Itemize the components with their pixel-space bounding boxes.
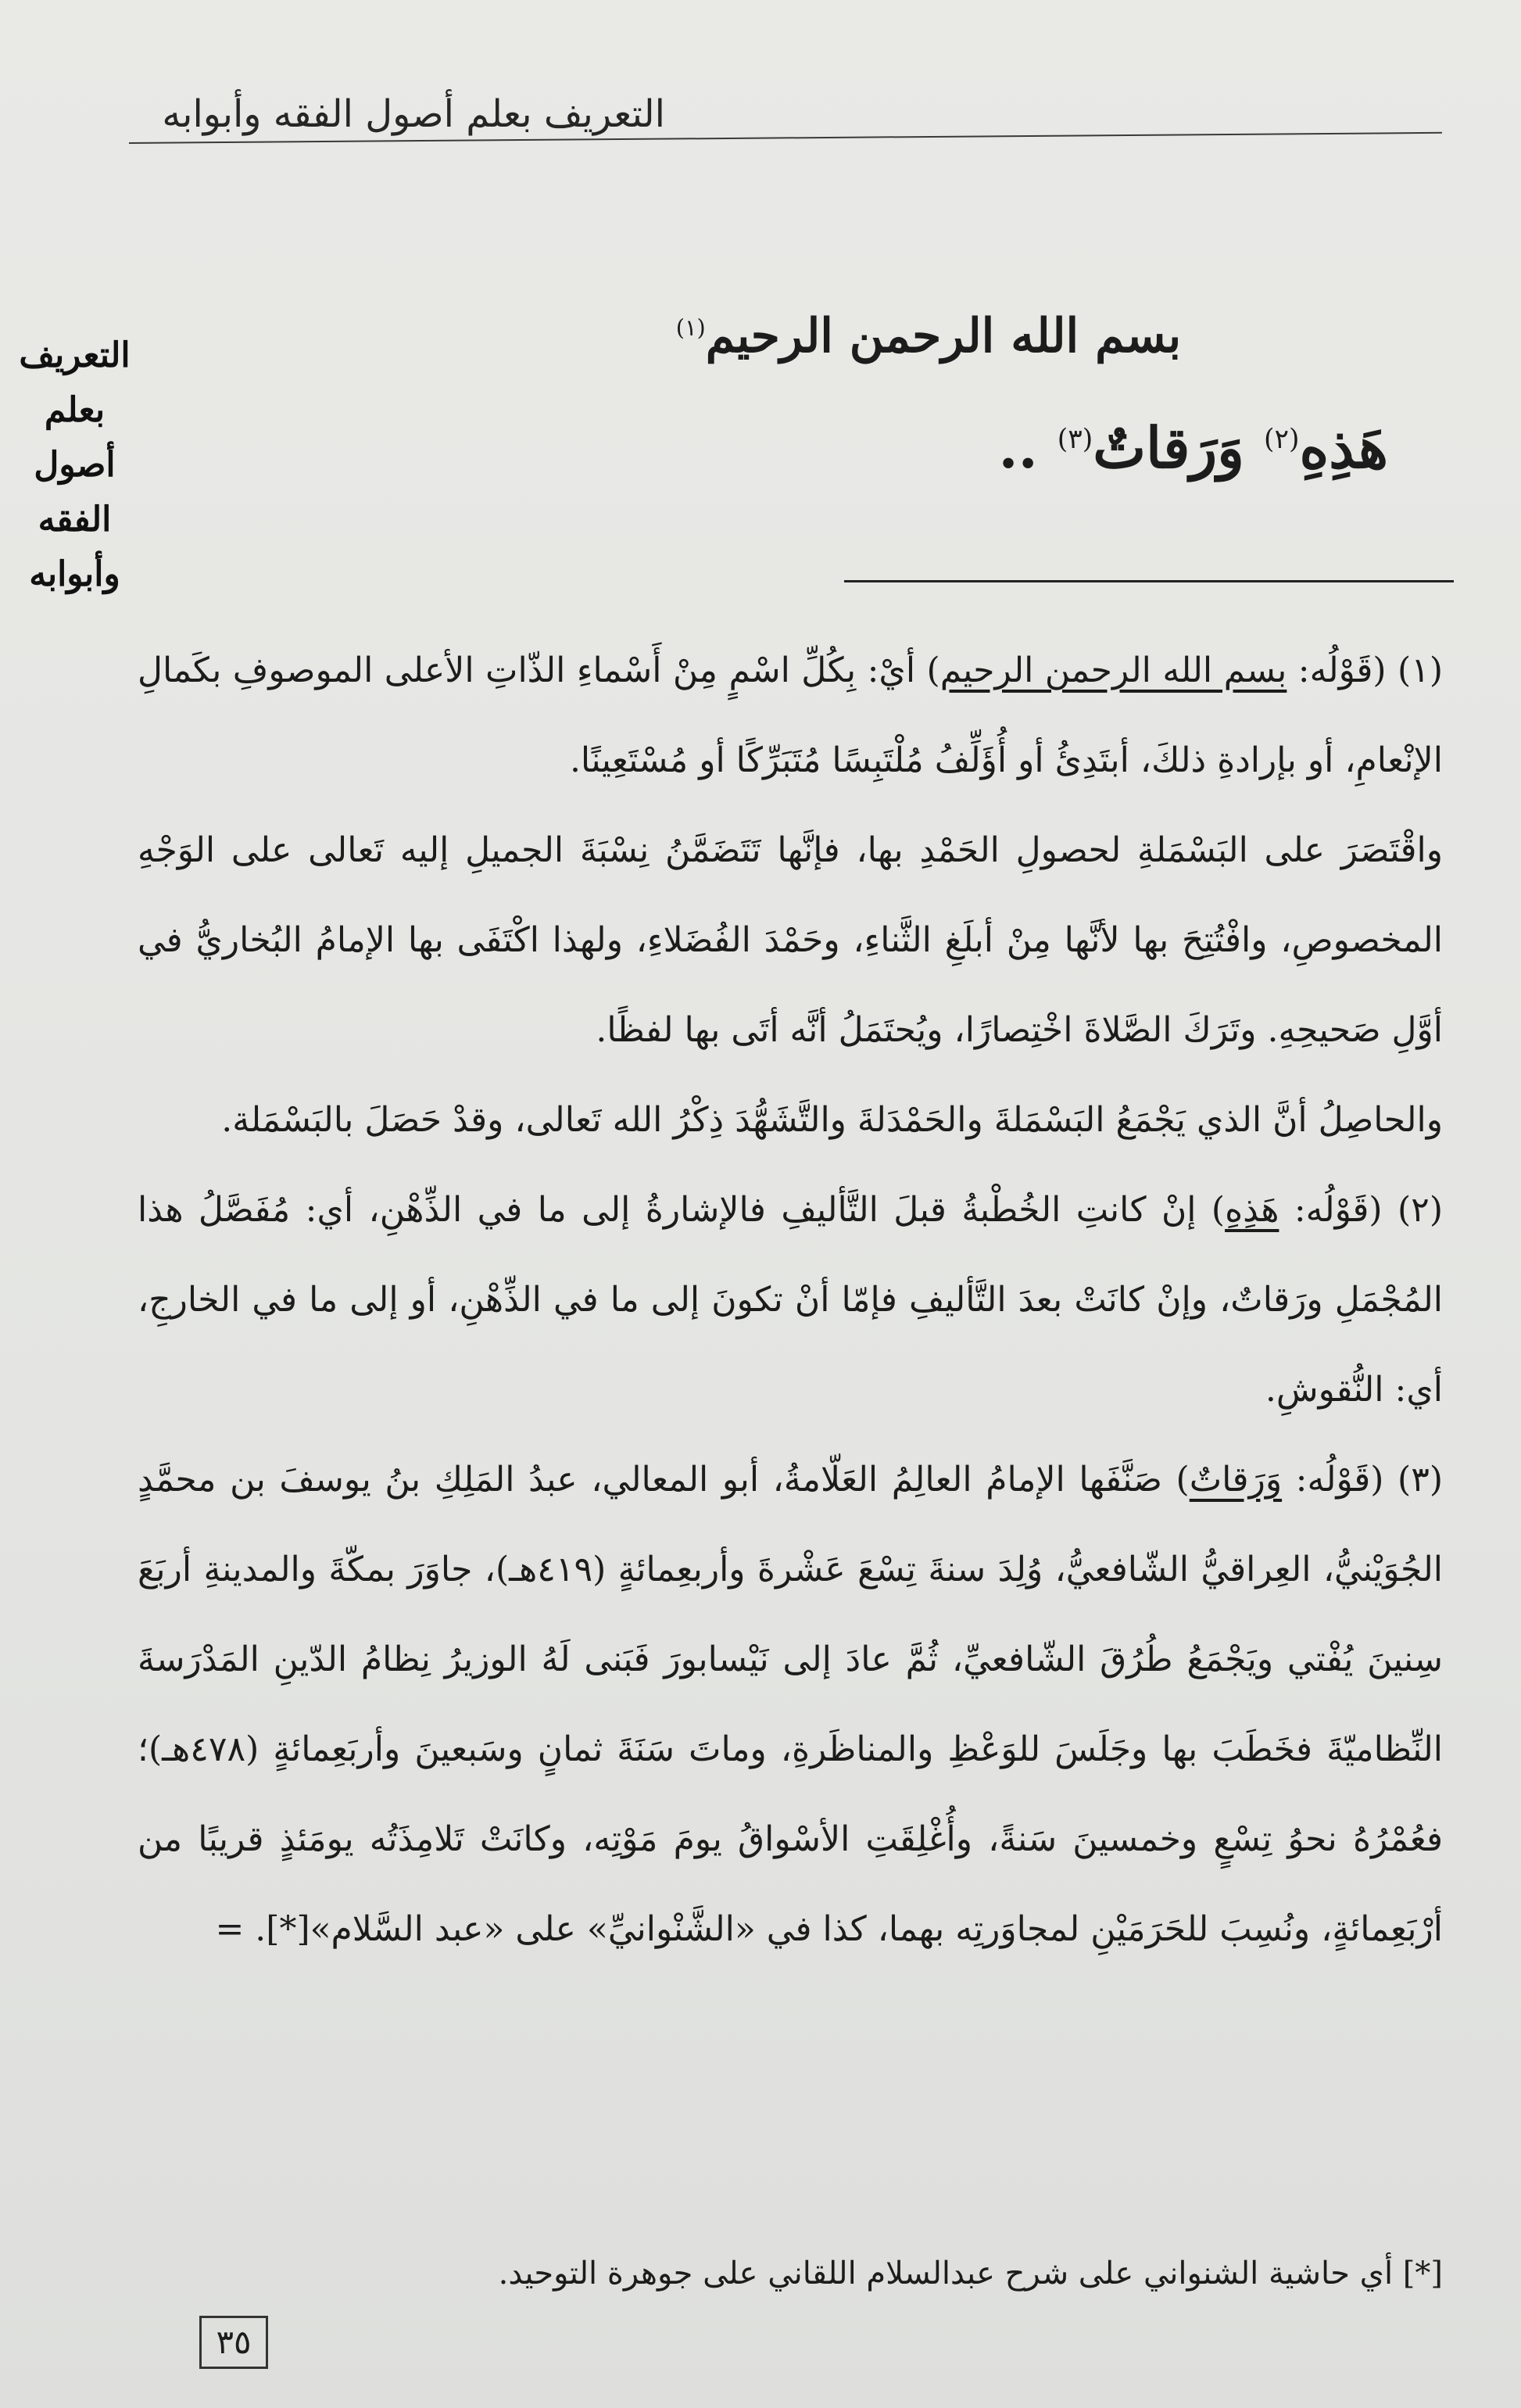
footnote-body: ) صَنَّفَها الإمامُ العالِمُ العَلّامةُ، أبو المعالي، عبدُ المَلِكِ بنُ يوسفَ بن محمَّدٍ الجُوَيْنيُّ، العِراقيُّ الشّافعيُّ، وُلِدَ سنةَ تِسْعَ عَشْرةَ وأربعِمائةٍ (٤١٩هـ)، جاوَرَ بمكّةَ والمدينةِ أربَعَ سِنينَ يُفْتي ويَجْمَعُ طُرُقَ الشّافعيِّ، ثُمَّ عادَ إلى نَيْسابورَ فَبَنى لَهُ الوزيرُ نِظامُ الدّينِ المَدْرَسةَ النِّظاميّةَ فخَطَبَ بها وجَلَسَ للوَعْظِ والمناظَرةِ، وماتَ سَنَةَ ثمانٍ وسَبعينَ وأربَعِمائةٍ (٤٧٨هـ)؛ فعُمْرُهُ نحوُ تِسْعٍ وخمسينَ سَنةً، وأُغْلِقَتِ الأسْواقُ يومَ مَوْتِه، وكانَتْ تَلامِذَتُه يومَئذٍ قريبًا من أرْبَعِمائةٍ، ونُسِبَ للحَرَمَيْنِ لمجاوَرتِه بهما، كذا في «الشَّنْوانيِّ» على «عبد السَّلام» bbox=[138, 1460, 1443, 1949]
page-number: ٣٥ bbox=[199, 2316, 268, 2369]
basmala-text: بسم الله الرحمن الرحيم bbox=[705, 309, 1182, 364]
verse-ellipsis: .. bbox=[998, 414, 1058, 481]
footnote-tail: [*]. = bbox=[215, 1909, 310, 1949]
footnote-number: (١) bbox=[1398, 650, 1443, 690]
footnote-1 bbox=[138, 625, 1443, 805]
footnotes bbox=[138, 625, 1443, 1974]
side-title-line: التعريف bbox=[19, 335, 131, 375]
side-title-line: أصول bbox=[34, 445, 116, 485]
side-title-line: وأبوابه bbox=[29, 554, 120, 594]
footnote-open: (قَوْلُه: bbox=[1279, 1190, 1398, 1230]
footnote-number: (٣) bbox=[1398, 1460, 1443, 1500]
footnote-ref: (٢) bbox=[1263, 424, 1300, 455]
quoted-phrase: هَذِهِ bbox=[1225, 1190, 1279, 1230]
quoted-phrase: بسم الله الرحمن الرحيم bbox=[939, 650, 1287, 690]
editor-footnote: [*] أي حاشية الشنواني على شرح عبدالسلام اللقاني على جوهرة التوحيد. bbox=[498, 2256, 1443, 2292]
footnote-number: (٢) bbox=[1398, 1190, 1443, 1230]
quoted-phrase: وَرَقاتٌ bbox=[1189, 1460, 1283, 1500]
footnote-2 bbox=[138, 1165, 1443, 1435]
footnote-paragraph: واقْتَصَرَ على البَسْمَلةِ لحصولِ الحَمْدِ بها، فإنَّها تَتَضَمَّنُ نِسْبَةَ الجميلِ إليه تَعالى على الوَجْهِ المخصوصِ، وافْتُتِحَ بها لأنَّها مِنْ أبلَغِ الثَّناءِ، وحَمْدَ الفُضَلاءِ، ولهذا اكْتَفَى بها الإمامُ البُخاريُّ في أوَّلِ صَحيحِهِ. وتَرَكَ الصَّلاةَ اخْتِصارًا، ويُحتَمَلُ أنَّه أتَى بها لفظًا. bbox=[138, 830, 1443, 1050]
basmala-heading bbox=[500, 309, 1357, 364]
side-title bbox=[14, 328, 135, 602]
footnote-ref: (٣) bbox=[1057, 424, 1093, 455]
side-title-line: الفقه bbox=[38, 500, 112, 539]
footnote-body: ) إنْ كانتِ الخُطْبةُ قبلَ التَّأليفِ فالإشارةُ إلى ما في الذِّهْنِ، أي: مُفَصَّلُ هذا المُجْمَلِ ورَقاتٌ، وإنْ كانَتْ بعدَ التَّأليفِ فإمّا أنْ تكونَ إلى ما في الذِّهْنِ، أو إلى ما في الخارجِ، أي: النُّقوشِ. bbox=[138, 1190, 1443, 1410]
running-head: التعريف بعلم أصول الفقه وأبوابه bbox=[162, 92, 665, 136]
side-title-line: بعلم bbox=[44, 390, 106, 430]
footnote-ref: (١) bbox=[675, 314, 706, 341]
verse-word: وَرَقاتٌ bbox=[1093, 414, 1264, 481]
matn-verse bbox=[999, 414, 1389, 481]
footnote-open: (قَوْلُه: bbox=[1282, 1460, 1398, 1500]
footnote-body: ) أيْ: بِكُلِّ اسْمٍ مِنْ أَسْماءِ الذّاتِ الأعلى الموصوفِ بكَمالِ الإنْعامِ، أو بإرادةِ ذلكَ، أبتَدِئُ أو أُؤَلِّفُ مُلْتَبِسًا مُتَبَرِّكًا أو مُسْتَعِينًا. bbox=[138, 650, 1443, 780]
footnote-open: (قَوْلُه: bbox=[1287, 650, 1398, 690]
footnote-3 bbox=[138, 1435, 1443, 1974]
footnote-paragraph: والحاصِلُ أنَّ الذي يَجْمَعُ البَسْمَلةَ والحَمْدَلةَ والتَّشَهُّدَ ذِكْرُ الله تَعالى، وقدْ حَصَلَ بالبَسْمَلة. bbox=[221, 1100, 1443, 1140]
footnote-separator bbox=[844, 580, 1454, 582]
verse-word: هَذِهِ bbox=[1299, 414, 1388, 481]
